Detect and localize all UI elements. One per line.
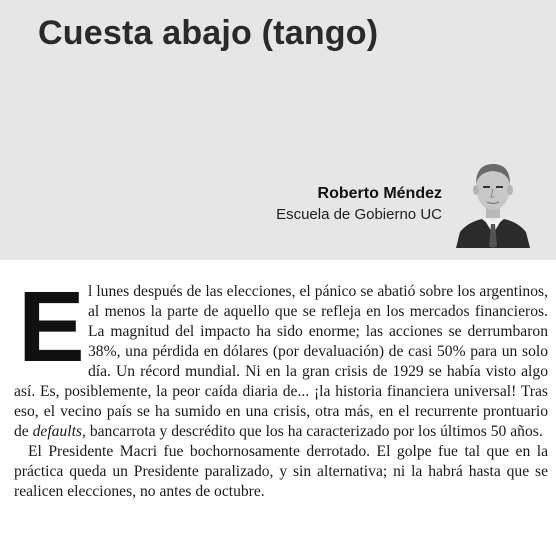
article-paragraph bbox=[14, 271, 548, 442]
author-affiliation: Escuela de Gobierno UC bbox=[276, 206, 442, 223]
drop-cap: E bbox=[18, 271, 85, 383]
author-name: Roberto Méndez bbox=[317, 185, 442, 202]
paragraph-text: , bancarrota y descrédito que los ha caracterizado por los últimos 50 años. bbox=[82, 423, 543, 440]
author-portrait-icon bbox=[452, 148, 534, 248]
column-header bbox=[0, 0, 556, 260]
headline: Cuesta abajo (tango) bbox=[38, 14, 379, 52]
article-paragraph: El Presidente Macri fue bochornosamente derrotado. El golpe fue tal que en la práctica queda un Presidente paralizado, y sin alternativa; ni la habrá hasta que se realicen elecciones, no antes de octubre. bbox=[14, 443, 548, 500]
emphasized-term: defaults bbox=[32, 423, 83, 440]
author-byline bbox=[276, 185, 442, 223]
paragraph-text: l lunes después de las elecciones, el pánico se abatió sobre los argentinos, al menos la parte de aquello que se refleja en los mercados financieros. La magnitud del impacto ha sido enorme; las acciones se derrumbaron 38%, una pérdida en dólares (por devaluación) de casi 50% para un solo día. Un récord mundial. Ni en la gran crisis de 1929 se había visto algo así. Es, posiblemente, la peor caída diaria de... ¡la historia financiera universal! Tras eso, el vecino país se ha sumido en una crisis, otra más, en el recurrente prontuario de bbox=[14, 283, 548, 440]
article-body bbox=[14, 271, 548, 502]
